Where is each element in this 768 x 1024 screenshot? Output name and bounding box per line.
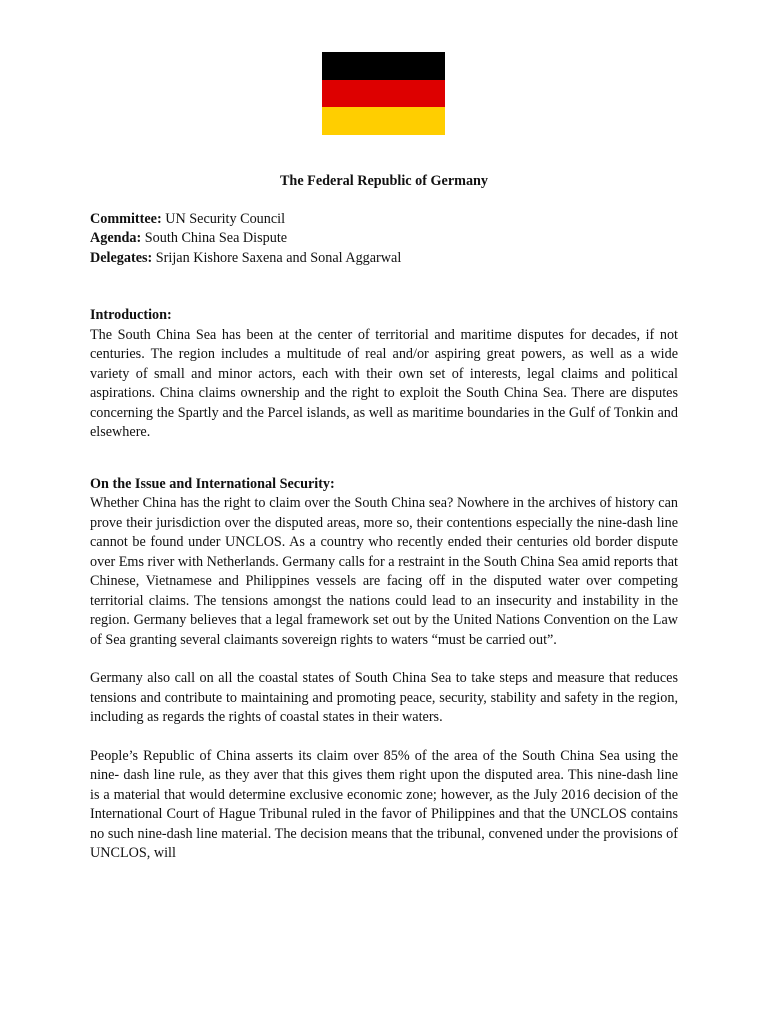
committee-line (90, 210, 678, 230)
agenda-line (90, 229, 678, 249)
issue-paragraph-1: Whether China has the right to claim over the South China sea? Nowhere in the archives of history can prove their jurisdiction over the disputed areas, more so, their contentions especially the nine-dash line cannot be found under UNCLOS. As a country who recently ended their centuries old border dispute over Ems river with Netherlands. Germany calls for a restraint in the South China Sea amid reports that Chinese, Vietnamese and Philippines vessels are facing off in the disputed water over competing territorial claims. The tensions amongst the nations could lead to an insecurity and instability in the region. Germany believes that a legal framework set out by the United Nations Convention on the Law of Sea granting several claimants sovereign rights to waters “must be carried out”. (90, 495, 678, 648)
flag-band-red (322, 80, 445, 108)
committee-value: UN Security Council (161, 210, 286, 227)
document-body (90, 172, 678, 864)
agenda-value: South China Sea Dispute (141, 230, 288, 246)
introduction-paragraph: The South China Sea has been at the center of territorial and maritime disputes for decades, if not centuries. The region includes a multitude of real and/or aspiring great powers, as well as a wide variety of small and minor actors, each with their own set of interests, legal claims and political aspirations. China claims ownership and the right to exploit the South China Sea. There are disputes concerning the Spartly and the Parcel islands, as well as maritime boundaries in the Gulf of Tonkin and elsewhere. (90, 326, 678, 440)
issue-paragraph-2: Germany also call on all the coastal states of South China Sea to take steps and measure that reduces tensions and contribute to maintaining and promoting peace, security, stability and safety in the region, including as regards the rights of coastal states in their waters. (90, 670, 678, 725)
issue-heading: On the Issue and International Security: (90, 475, 335, 492)
flag-band-black (322, 52, 445, 80)
germany-flag-image (322, 52, 445, 135)
issue-paragraph-3: People’s Republic of China asserts its claim over 85% of the area of the South China Sea using the nine- dash line rule, as they aver that this gives them right upon the disputed area. This nine-dash line is a material that would determine exclusive economic zone; however, as the July 2016 decision of the International Court of Hague Tribunal ruled in the favor of Philippines and that the UNCLOS contains no such nine-dash line material. The decision means that the tribunal, convened under the provisions of UNCLOS, will (90, 747, 678, 861)
document-title: The Federal Republic of Germany (279, 173, 489, 189)
delegates-label: Delegates: (90, 249, 153, 266)
delegates-line (90, 249, 678, 269)
introduction-heading: Introduction: (90, 307, 172, 323)
committee-label: Committee: (90, 210, 162, 227)
delegates-value: Srijan Kishore Saxena and Sonal Aggarwal (152, 249, 402, 266)
flag-band-gold (322, 107, 445, 135)
agenda-label: Agenda: (90, 230, 142, 246)
